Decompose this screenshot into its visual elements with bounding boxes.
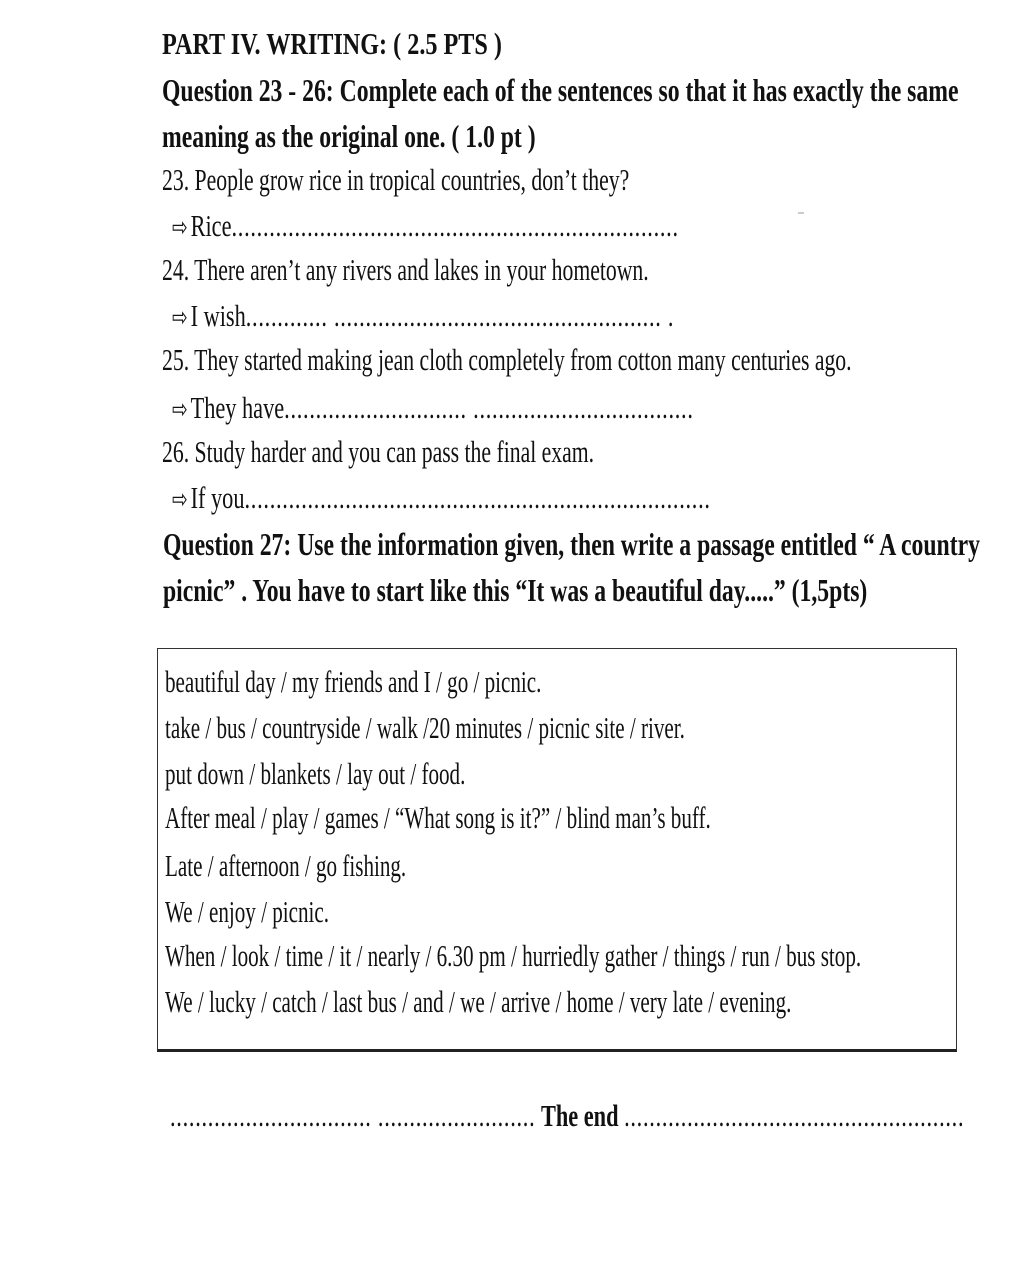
cue-line-1: beautiful day / my friends and I / go / picnic. [165,664,542,699]
item-24-answer [172,298,674,334]
arrow-icon: ⇨ [172,395,188,425]
item-25-answer [172,390,694,426]
item-26-dots[interactable]: .......................................................................... [244,480,711,515]
item-23-sentence: 23. People grow rice in tropical countries, don’t they? [162,162,630,197]
question-23-26-line2: meaning as the original one. ( 1.0 pt ) [162,118,536,154]
item-24-prompt: I wish [190,298,246,333]
item-26-prompt: If you [190,480,245,515]
item-24-sentence: 24. There aren’t any rivers and lakes in your hometown. [162,252,649,287]
the-end-left-dots: ................................ ......................... [170,1098,536,1133]
arrow-icon: ⇨ [172,485,188,515]
item-24-dots[interactable]: ............. .................................................... . [245,298,675,333]
cue-line-3: put down / blankets / lay out / food. [165,756,466,791]
the-end-line [170,1098,964,1134]
arrow-icon: ⇨ [172,213,188,243]
the-end-label: The end [540,1098,619,1133]
part-heading: PART IV. WRITING: ( 2.5 PTS ) [162,26,502,61]
item-26-answer [172,480,711,516]
item-25-prompt: They have [190,390,285,425]
item-23-prompt: Rice [190,208,232,243]
faint-mark [798,212,804,214]
question-27-line1: Question 27: Use the information given, then write a passage entitled “ A country [163,526,980,562]
question-27-line2: picnic” . You have to start like this “It was a beautiful day.....” (1,5pts) [163,572,868,608]
cue-line-8: We / lucky / catch / last bus / and / we / arrive / home / very late / evening. [165,984,792,1019]
question-23-26-line1: Question 23 - 26: Complete each of the sentences so that it has exactly the same [162,72,959,108]
item-23-dots[interactable]: ....................................................................... [231,208,679,243]
the-end-right-dots: ...................................................... [624,1098,965,1133]
item-25-sentence: 25. They started making jean cloth completely from cotton many centuries ago. [162,342,852,377]
arrow-icon: ⇨ [172,303,188,333]
cue-line-2: take / bus / countryside / walk /20 minutes / picnic site / river. [165,710,685,745]
item-26-sentence: 26. Study harder and you can pass the final exam. [162,434,595,469]
cue-line-5: Late / afternoon / go fishing. [165,848,407,883]
item-25-dots[interactable]: ............................. ................................... [284,390,694,425]
cue-line-7: When / look / time / it / nearly / 6.30 pm / hurriedly gather / things / run / bus stop. [165,938,862,973]
cue-line-6: We / enjoy / picnic. [165,894,329,929]
cue-line-4: After meal / play / games / “What song is it?” / blind man’s buff. [165,800,711,835]
item-23-answer [172,208,679,244]
